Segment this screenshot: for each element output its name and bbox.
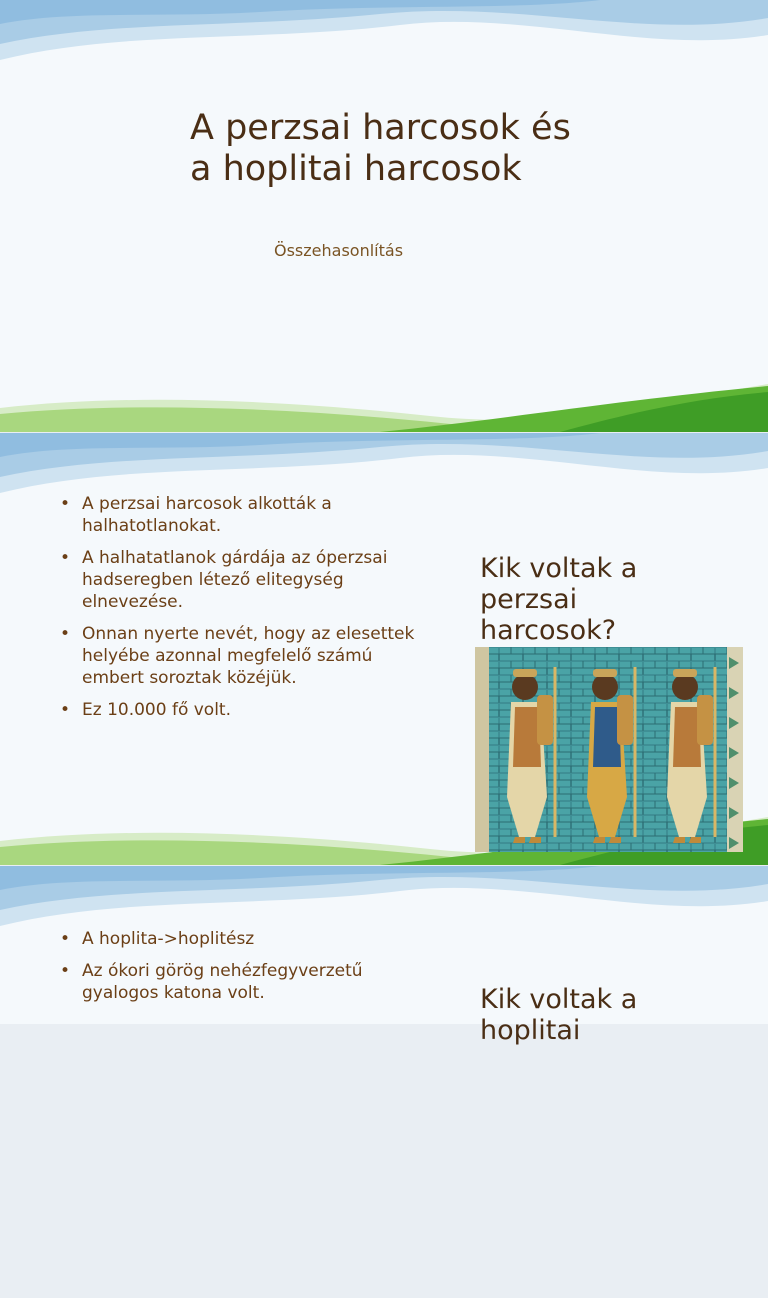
list-item (58, 960, 438, 1004)
title-line-1: A perzsai harcosok és (190, 108, 571, 148)
slide-heading (480, 553, 740, 646)
bullet-text: A halhatatlanok gárdája az óperzsai hadseregben létező elitegység elnevezése. (82, 548, 388, 612)
heading-line-2: perzsai (480, 584, 578, 615)
bullet-list (58, 928, 438, 1014)
slide-title (0, 0, 768, 432)
title-line-2: a hoplitai harcosok (190, 149, 522, 189)
bullet-dot: • (60, 548, 71, 568)
persian-immortals-frieze-image (475, 647, 743, 852)
slide-decoration (0, 0, 768, 432)
bullet-text: A hoplita->hoplitész (82, 929, 255, 949)
slide-subtitle: Összehasonlítás (274, 241, 404, 260)
slide-persian-warriors (0, 433, 768, 865)
list-item (58, 493, 438, 537)
bullet-text: A perzsai harcosok alkották a halhatotlanokat. (82, 494, 332, 536)
bullet-text: Az ókori görög nehézfegyverzetű gyalogos katona volt. (82, 961, 363, 1003)
list-item (58, 928, 438, 950)
heading-line-3: harcosok? (480, 615, 617, 646)
list-item (58, 623, 438, 689)
bullet-text: Onnan nyerte nevét, hogy az elesettek helyébe azonnal megfelelő számú embert soroztak közéjük. (82, 624, 415, 688)
heading-line-2: hoplitai (480, 1015, 581, 1046)
bullet-text: Ez 10.000 fő volt. (82, 700, 231, 720)
list-item (58, 547, 438, 613)
bullet-dot: • (60, 961, 71, 981)
bullet-dot: • (60, 929, 71, 949)
slide-heading (480, 984, 740, 1046)
slide-hoplites (0, 866, 768, 1046)
bullet-dot: • (60, 700, 71, 720)
list-item (58, 699, 438, 721)
bullet-dot: • (60, 624, 71, 644)
bullet-list (58, 493, 438, 731)
heading-line-1: Kik voltak a (480, 984, 638, 1015)
bullet-dot: • (60, 494, 71, 514)
heading-line-1: Kik voltak a (480, 553, 638, 584)
slide-title-heading (190, 108, 571, 190)
